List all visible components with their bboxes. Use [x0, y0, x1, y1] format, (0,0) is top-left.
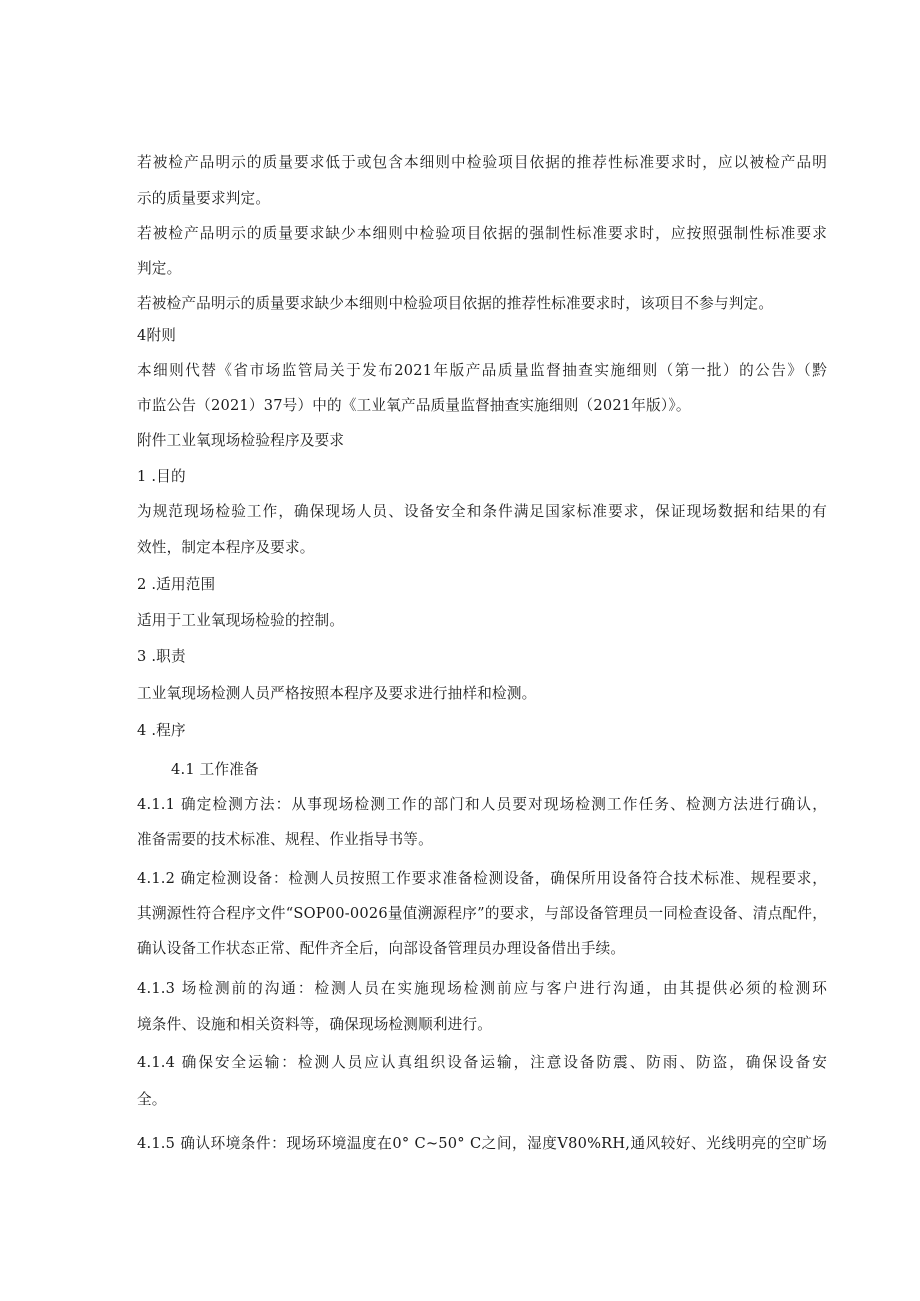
paragraph-line: 境条件、设施和相关资料等，确保现场检测顺利进行。	[137, 1016, 493, 1033]
section-heading: 4附则	[137, 327, 177, 344]
paragraph-line: 全。	[137, 1091, 167, 1108]
paragraph-line: 4.1.5 确认环境条件：现场环境温度在0° C~50° C之间，湿度V80%RH,通风较好、光线明亮的空旷场	[137, 1135, 827, 1152]
paragraph-line: 适用于工业氧现场检验的控制。	[137, 612, 345, 629]
paragraph-line: 示的质量要求判定。	[137, 190, 271, 207]
paragraph-line: 为规范现场检验工作，确保现场人员、设备安全和条件满足国家标准要求，保证现场数据和结果的有	[137, 503, 827, 520]
paragraph-line: 其溯源性符合程序文件“SOP00-0026量值溯源程序”的要求，与部设备管理员一同检查设备、清点配件，	[137, 905, 827, 922]
paragraph-line: 4.1.2 确定检测设备：检测人员按照工作要求准备检测设备，确保所用设备符合技术标准、规程要求，	[137, 870, 827, 887]
paragraph-line: 4.1.1 确定检测方法：从事现场检测工作的部门和人员要对现场检测工作任务、检测方法进行确认，	[137, 796, 827, 813]
paragraph-line: 确认设备工作状态正常、配件齐全后，向部设备管理员办理设备借出手续。	[137, 940, 626, 957]
paragraph-line: 4.1.4 确保安全运输：检测人员应认真组织设备运输，注意设备防震、防雨、防盗，确保设备安	[137, 1054, 827, 1071]
paragraph-line: 若被检产品明示的质量要求缺少本细则中检验项目依据的推荐性标准要求时，该项目不参与判定。	[137, 295, 774, 312]
paragraph-line: 准备需要的技术标准、规程、作业指导书等。	[137, 831, 433, 848]
subsection-heading: 4.1 工作准备	[171, 761, 259, 778]
appendix-title: 附件工业氧现场检验程序及要求	[137, 432, 345, 449]
paragraph-line: 若被检产品明示的质量要求缺少本细则中检验项目依据的强制性标准要求时，应按照强制性标准要求	[137, 225, 827, 242]
paragraph-line: 若被检产品明示的质量要求低于或包含本细则中检验项目依据的推荐性标准要求时，应以被检产品明	[137, 154, 827, 171]
section-heading: 2 .适用范围	[137, 576, 216, 593]
section-heading: 1 .目的	[137, 468, 186, 485]
paragraph-line: 4.1.3 场检测前的沟通：检测人员在实施现场检测前应与客户进行沟通，由其提供必须的检测环	[137, 980, 827, 997]
section-heading: 4 .程序	[137, 722, 186, 739]
paragraph-line: 本细则代替《省市场监管局关于发布2021年版产品质量监督抽查实施细则（第一批）的公告》（黔	[137, 362, 827, 379]
section-heading: 3 .职责	[137, 648, 186, 665]
paragraph-line: 效性，制定本程序及要求。	[137, 539, 315, 556]
paragraph-line: 判定。	[137, 260, 182, 277]
paragraph-line: 工业氧现场检测人员严格按照本程序及要求进行抽样和检测。	[137, 685, 537, 702]
paragraph-line: 市监公告（2021）37号）中的《工业氧产品质量监督抽查实施细则（2021年版）》。	[137, 397, 691, 414]
